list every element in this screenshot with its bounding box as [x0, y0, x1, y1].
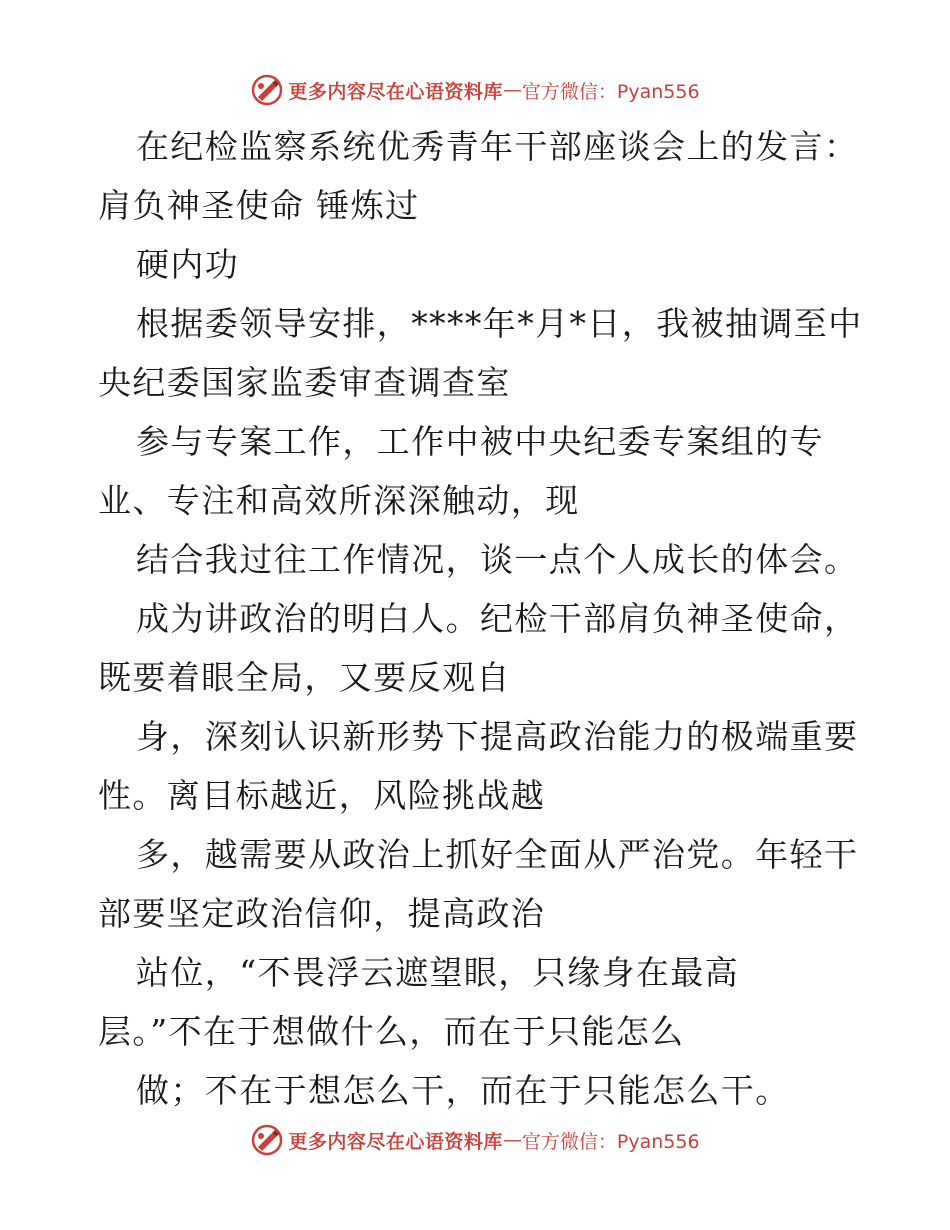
watermark-wechat: 官方微信：Pyan556 — [521, 1130, 700, 1153]
doc-line: 硬内功 — [136, 245, 240, 284]
doc-line: 业、专注和高效所深深触动，现 — [98, 481, 580, 520]
watermark-text: 更多内容尽在心语资料库 — [288, 1130, 503, 1153]
doc-line: 既要着眼全局，又要反观自 — [98, 658, 511, 697]
header-watermark — [0, 70, 950, 110]
doc-line: 做；不在于想怎么干，而在于只能怎么干。 — [136, 1071, 790, 1110]
doc-line: 部要坚定政治信仰，提高政治 — [98, 894, 546, 933]
pen-logo-icon — [250, 1123, 284, 1157]
doc-line: 身，深刻认识新形势下提高政治能力的极端重要 — [136, 717, 859, 756]
doc-line: 参与专案工作，工作中被中央纪委专案组的专 — [136, 422, 824, 461]
doc-line: 结合我过往工作情况，谈一点个人成长的体会。 — [136, 540, 859, 579]
doc-line: 站位，“不畏浮云遮望眼，只缘身在最高 — [136, 953, 740, 992]
doc-line: 肩负神圣使命 锤炼过 — [98, 186, 420, 225]
doc-line: 性。离目标越近，风险挑战越 — [98, 776, 546, 815]
doc-line: 央纪委国家监委审查调查室 — [98, 363, 511, 402]
pen-logo-icon — [250, 73, 284, 107]
watermark-text: 更多内容尽在心语资料库 — [288, 80, 503, 103]
footer-watermark — [0, 1120, 950, 1160]
doc-line: 成为讲政治的明白人。纪检干部肩负神圣使命， — [136, 599, 859, 638]
watermark-dash: — — [502, 1129, 522, 1151]
watermark-wechat: 官方微信：Pyan556 — [521, 80, 700, 103]
doc-line: 层。”不在于想做什么，而在于只能怎么 — [98, 1012, 685, 1051]
doc-line: 在纪检监察系统优秀青年干部座谈会上的发言： — [136, 127, 859, 166]
doc-line: 根据委领导安排，****年*月*日，我被抽调至中 — [136, 304, 863, 343]
doc-line: 多，越需要从政治上抓好全面从严治党。年轻干 — [136, 835, 859, 874]
watermark-dash: — — [502, 79, 522, 101]
